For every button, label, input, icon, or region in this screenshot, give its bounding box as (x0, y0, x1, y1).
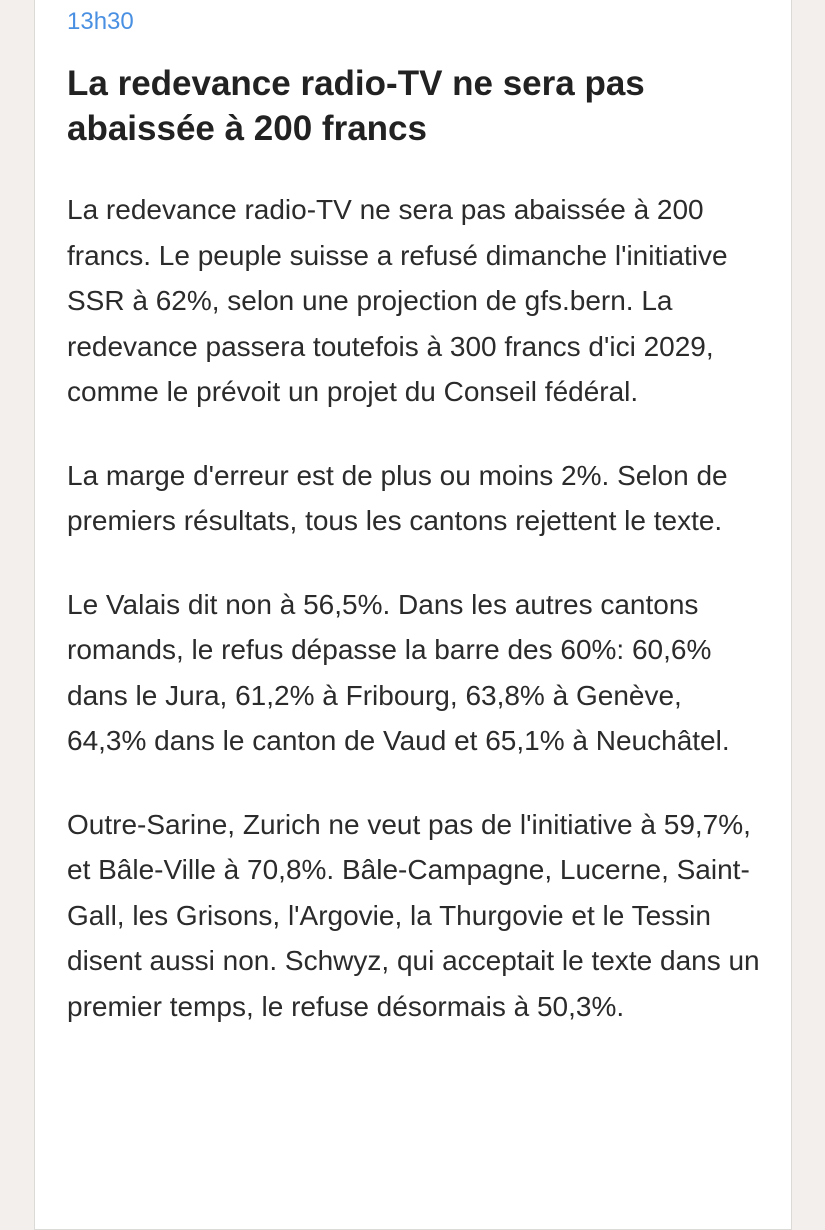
article-paragraph-3: Le Valais dit non à 56,5%. Dans les autres cantons romands, le refus dépasse la barre des 60%: 60,6% dans le Jura, 61,2% à Fribourg, 63,8% à Genève, 64,3% dans le canton de Vaud et 65,1% à Neuchâtel. (67, 588, 730, 756)
article-title: La redevance radio-TV ne sera pas abaissée à 200 francs (67, 64, 645, 148)
article-paragraph-1: La redevance radio-TV ne sera pas abaissée à 200 francs. Le peuple suisse a refusé dimanche l'initiative SSR à 62%, selon une projection de gfs.bern. La redevance passera toutefois à 300 francs d'ici 2029, comme le prévoit un projet du Conseil fédéral. (67, 194, 728, 407)
article-body (67, 187, 767, 1029)
live-article-card (34, 0, 792, 1230)
article-paragraph-4: Outre-Sarine, Zurich ne veut pas de l'initiative à 59,7%, et Bâle-Ville à 70,8%. Bâle-Campagne, Lucerne, Saint-Gall, les Grisons, l'Argovie, la Thurgovie et le Tessin disent aussi non. Schwyz, qui acceptait le texte dans un premier temps, le refuse désormais à 50,3%. (67, 808, 760, 1022)
entry-time: 13h30 (67, 8, 134, 35)
article-paragraph-2: La marge d'erreur est de plus ou moins 2%. Selon de premiers résultats, tous les cantons rejettent le texte. (67, 459, 728, 536)
